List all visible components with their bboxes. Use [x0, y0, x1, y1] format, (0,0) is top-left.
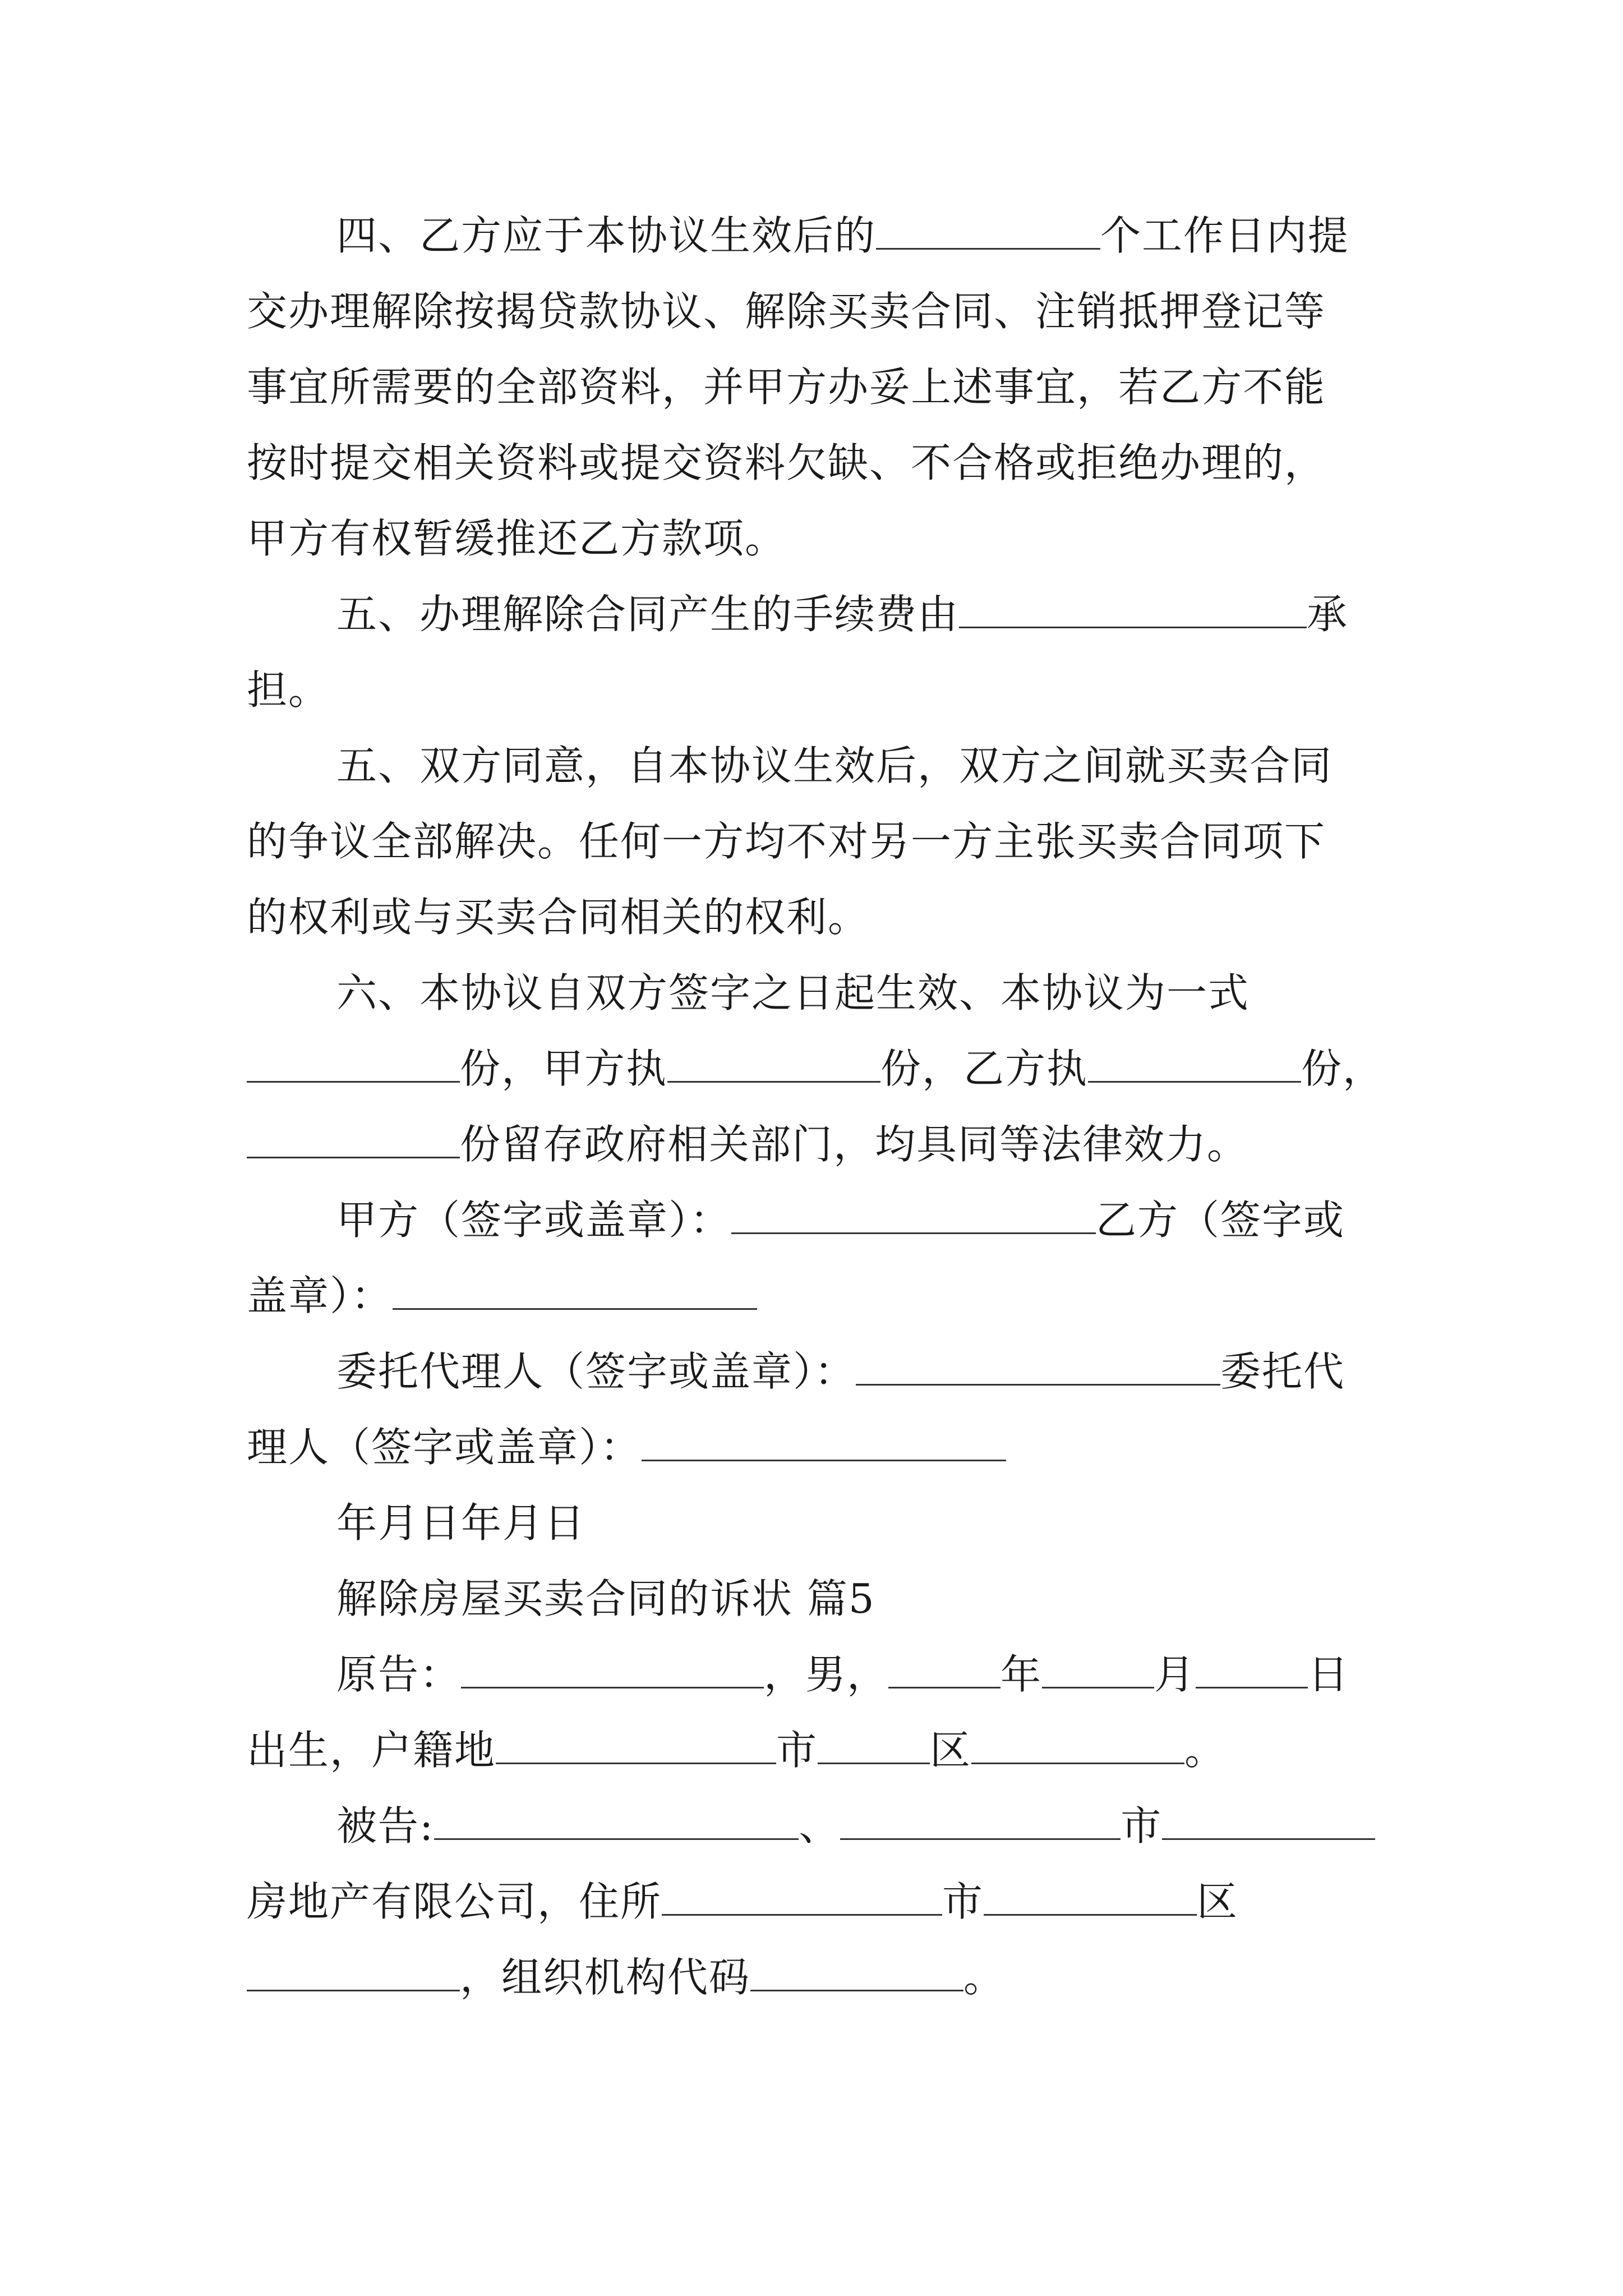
- blank-household-district: [971, 1722, 1184, 1764]
- blank-defendant-2: [840, 1798, 1121, 1840]
- blank-agent-a-signature: [856, 1343, 1220, 1386]
- p6-line-3: 份留存政府相关部门，均具同等法律效力。: [247, 1116, 1391, 1172]
- blank-address-region: [662, 1874, 942, 1916]
- defendant-line-3: ，组织机构代码 。: [247, 1949, 1391, 2005]
- blank-address-district: [247, 1949, 460, 1991]
- blank-birth-month: [1042, 1646, 1154, 1688]
- blank-copies-party-a: [667, 1041, 880, 1083]
- p5b-line-3: 的权利或与买卖合同相关的权利。: [247, 894, 870, 941]
- sign-line-1: 甲方（签字或盖章）： 乙方（签字或: [336, 1192, 1391, 1248]
- blank-party-a-signature: [731, 1192, 1096, 1234]
- defendant-line-1: 被告: 、 市: [336, 1798, 1391, 1854]
- sign-line-3: 委托代理人（签字或盖章）： 委托代: [336, 1343, 1391, 1400]
- section-heading: 解除房屋买卖合同的诉状 篇5: [336, 1575, 875, 1622]
- plaintiff-line-1: 原告： ，男， 年 月 日: [336, 1646, 1391, 1703]
- p4-line-2: 交办理解除按揭贷款协议、解除买卖合同、注销抵押登记等: [247, 288, 1326, 335]
- p4-line-4: 按时提交相关资料或提交资料欠缺、不合格或拒绝办理的，: [247, 439, 1326, 486]
- blank-copies-government: [247, 1116, 460, 1158]
- sign-line-2: 盖章）：: [247, 1268, 1391, 1324]
- p5a-line-1: 五、办理解除合同产生的手续费由 承: [336, 586, 1391, 642]
- blank-agent-b-signature: [642, 1419, 1006, 1461]
- blank-household-city: [818, 1722, 930, 1764]
- p4-line-5: 甲方有权暂缓推还乙方款项。: [247, 515, 787, 562]
- blank-plaintiff-name: [461, 1646, 764, 1688]
- p6-line-1: 六、本协议自双方签字之日起生效、本协议为一式: [336, 969, 1250, 1016]
- blank-address-city: [984, 1874, 1197, 1916]
- defendant-line-2: 房地产有限公司，住所 市 区: [247, 1874, 1391, 1930]
- blank-fee-party: [959, 586, 1307, 628]
- blank-copies-party-b: [1088, 1041, 1301, 1083]
- blank-household-region: [496, 1722, 776, 1764]
- blank-defendant-city: [1162, 1798, 1375, 1840]
- blank-party-b-signature: [393, 1268, 757, 1310]
- blank-defendant-1: [434, 1798, 799, 1840]
- blank-org-code: [750, 1949, 963, 1991]
- p5b-line-2: 的争议全部解决。任何一方均不对另一方主张买卖合同项下: [247, 818, 1326, 865]
- blank-copies-total: [247, 1041, 460, 1083]
- sign-line-4: 理人（签字或盖章）：: [247, 1419, 1391, 1475]
- blank-birth-year: [888, 1646, 1000, 1688]
- plaintiff-line-2: 出生，户籍地 市 区 。: [247, 1722, 1391, 1778]
- p5b-line-1: 五、双方同意，自本协议生效后，双方之间就买卖合同: [336, 742, 1333, 789]
- p4-line-1: 四、乙方应于本协议生效后的 个工作日内提: [336, 208, 1391, 264]
- sign-date: 年月日年月日: [336, 1499, 586, 1547]
- p5a-line-2: 担。: [247, 666, 330, 714]
- blank-workdays: [876, 208, 1100, 250]
- p6-line-2: 份，甲方执 份，乙方执 份，: [247, 1041, 1391, 1097]
- blank-birth-day: [1196, 1646, 1308, 1688]
- p4-line-3: 事宜所需要的全部资料，并甲方办妥上述事宜，若乙方不能: [247, 364, 1326, 411]
